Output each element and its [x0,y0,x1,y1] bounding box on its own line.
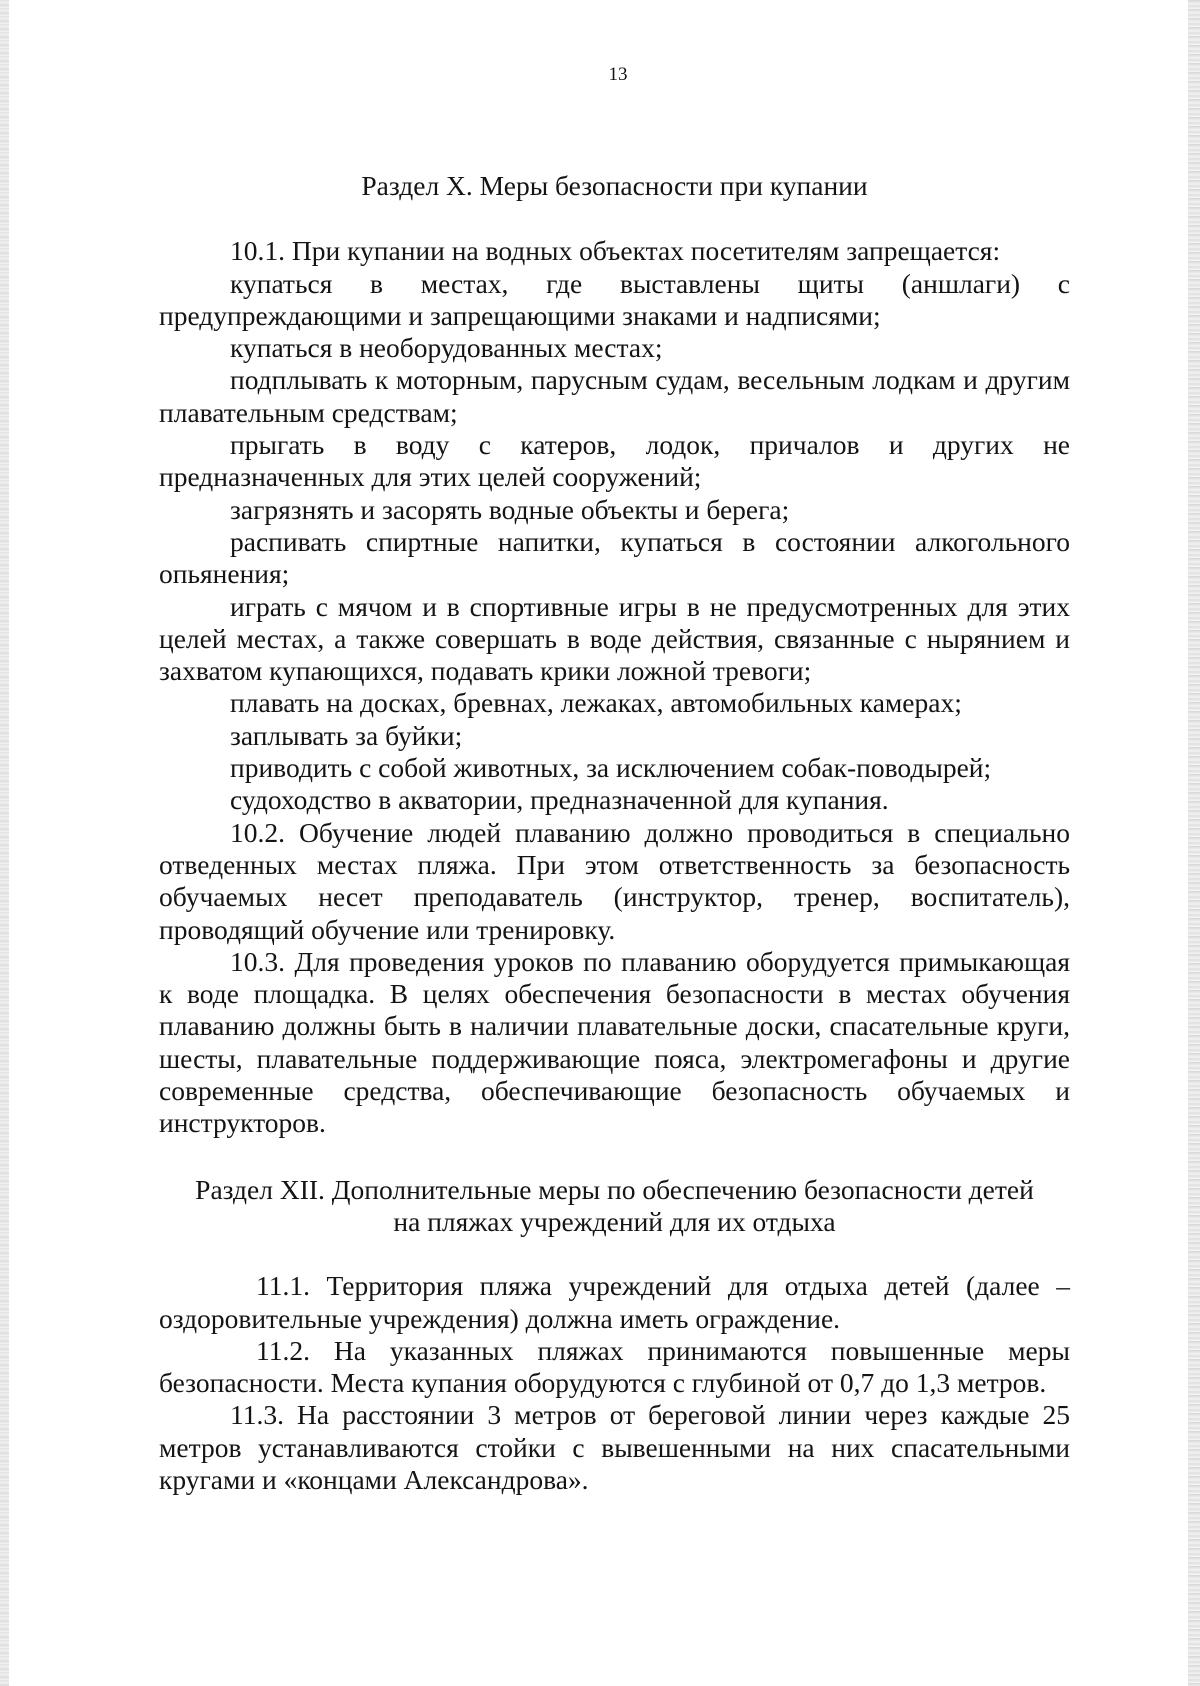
prohibition-item: загрязнять и засорять водные объекты и берега; [230,493,790,525]
prohibition-item: заплывать за буйки; [230,719,463,751]
section-12-heading-line-2: на пляжах учреждений для их отдыха [393,1205,836,1237]
section-12-heading-line-1: Раздел XII. Дополнительные меры по обеспечению безопасности детей [195,1173,1034,1205]
section-10-heading: Раздел X. Меры безопасности при купании [361,170,868,201]
page-number: 13 [608,64,628,85]
prohibition-item: судоходство в акватории, предназначенной для купания. [230,784,889,816]
paragraph-11-1: 11.1. Территория пляжа учреждений для отдыха детей (далее – оздоровительные учреждения) должна иметь ограждение. [159,1270,1070,1334]
spacer [159,202,1070,235]
prohibition-item: играть с мячом и в спортивные игры в не предусмотренных для этих целей местах, а также совершать в воде действия, связанные с нырянием и захватом купающихся, подавать крики ложной тревоги; [159,590,1070,687]
prohibition-item: купаться в местах, где выставлены щиты (аншлаги) с предупреждающими и запрещающими знаками и надписями; [159,267,1070,331]
document-body [159,170,1070,1496]
paragraph-10-2: 10.2. Обучение людей плаванию должно проводиться в специально отведенных местах пляжа. При этом ответственность за безопасность обучаемых несет преподаватель (инструктор, тренер, воспитатель), проводящий обучение или тренировку. [159,816,1070,945]
prohibition-item: плавать на досках, бревнах, лежаках, автомобильных камерах; [230,687,962,719]
prohibition-item: распивать спиртные напитки, купаться в состоянии алкогольного опьянения; [159,525,1070,590]
prohibition-item: купаться в необорудованных местах; [230,332,663,364]
prohibition-item: подплывать к моторным, парусным судам, весельным лодкам и другим плавательным средствам; [159,364,1070,428]
paragraph-10-1: 10.1. При купании на водных объектах посетителям запрещается: [230,235,1001,267]
paragraph-11-2: 11.2. На указанных пляжах принимаются повышенные меры безопасности. Места купания оборудуются с глубиной от 0,7 до 1,3 метров. [159,1334,1070,1399]
prohibition-item: приводить с собой животных, за исключением собак-поводырей; [230,752,992,784]
spacer [159,1238,1070,1270]
prohibition-item: прыгать в воду с катеров, лодок, причалов и других не предназначенных для этих целей сооружений; [159,429,1070,493]
scan-edge-right [1188,0,1200,1686]
paragraph-10-3: 10.3. Для проведения уроков по плаванию оборудуется примыкающая к воде площадка. В целях обеспечения безопасности в местах обучения плаванию должны быть в наличии плавательные доски, спасательные круги, шесты, плавательные поддерживающие пояса, электромегафоны и другие современные средства, обеспечивающие безопасность обучаемых и инструкторов. [159,945,1070,1139]
paragraph-11-3: 11.3. На расстоянии 3 метров от береговой линии через каждые 25 метров устанавливаются стойки с вывешенными на них спасательными кругами и «концами Александрова». [159,1399,1070,1495]
scan-edge-left [0,0,9,1686]
spacer [159,1140,1070,1174]
